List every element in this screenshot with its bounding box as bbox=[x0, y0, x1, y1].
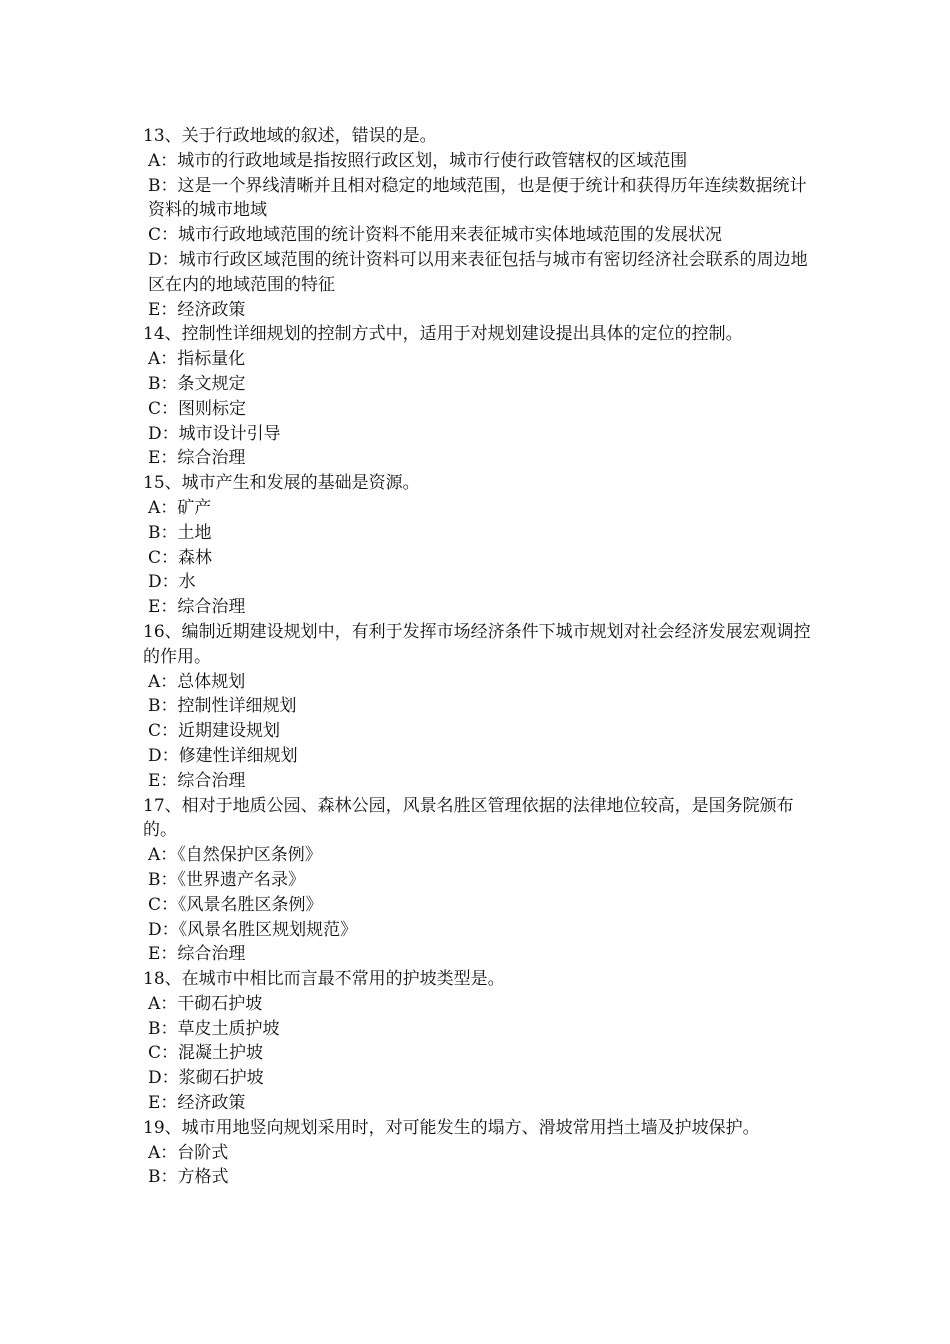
option-d: D：城市设计引导 bbox=[148, 423, 281, 444]
option-c: C：混凝土护坡 bbox=[148, 1043, 264, 1064]
option-d: D：《风景名胜区规划规范》 bbox=[148, 919, 358, 940]
option-b: B：控制性详细规划 bbox=[148, 696, 297, 717]
question-text: 13、关于行政地域的叙述，错误的是。 bbox=[143, 126, 437, 146]
option-b: B：方格式 bbox=[148, 1167, 229, 1188]
question-17 bbox=[143, 794, 813, 968]
option-a: A：《自然保护区条例》 bbox=[148, 845, 322, 866]
option-c: C：《风景名胜区条例》 bbox=[148, 894, 323, 915]
option-b: B：条文规定 bbox=[148, 373, 246, 394]
option-b: B：《世界遗产名录》 bbox=[148, 869, 305, 890]
question-text: 15、城市产生和发展的基础是资源。 bbox=[143, 473, 420, 494]
option-c: C：城市行政地域范围的统计资料不能用来表征城市实体地域范围的发展状况 bbox=[148, 225, 723, 246]
option-e: E：综合治理 bbox=[148, 597, 246, 618]
option-e: E：综合治理 bbox=[148, 448, 246, 469]
option-d: D：城市行政区域范围的统计资料可以用来表征包括与城市有密切经济社会联系的周边地区在内的地域范围的特征 bbox=[148, 249, 808, 295]
option-c: C：近期建设规划 bbox=[148, 721, 281, 742]
option-d: D：修建性详细规划 bbox=[148, 745, 298, 766]
option-b: B：土地 bbox=[148, 522, 212, 543]
question-16 bbox=[143, 620, 813, 794]
option-a: A：城市的行政地域是指按照行政区划，城市行使行政管辖权的区域范围 bbox=[148, 150, 688, 171]
question-15 bbox=[143, 471, 813, 620]
question-19 bbox=[143, 1116, 813, 1190]
question-text: 14、控制性详细规划的控制方式中，适用于对规划建设提出具体的定位的控制。 bbox=[143, 324, 743, 345]
option-a: A：矿产 bbox=[148, 497, 212, 518]
option-d: D：浆砌石护坡 bbox=[148, 1068, 264, 1089]
document-page bbox=[143, 124, 813, 1190]
option-c: C：森林 bbox=[148, 547, 213, 568]
option-b: B：草皮土质护坡 bbox=[148, 1018, 280, 1039]
question-text: 19、城市用地竖向规划采用时，对可能发生的塌方、滑坡常用挡土墙及护坡保护。 bbox=[143, 1117, 760, 1138]
question-text: 18、在城市中相比而言最不常用的护坡类型是。 bbox=[143, 969, 505, 990]
option-a: A：干砌石护坡 bbox=[148, 993, 263, 1014]
question-18 bbox=[143, 967, 813, 1116]
option-d: D：水 bbox=[148, 572, 196, 593]
question-14 bbox=[143, 322, 813, 471]
question-13 bbox=[143, 124, 813, 322]
option-e: E：经济政策 bbox=[148, 299, 246, 320]
option-c: C：图则标定 bbox=[148, 398, 247, 419]
option-a: A：总体规划 bbox=[148, 671, 246, 692]
option-e: E：综合治理 bbox=[148, 944, 246, 965]
option-a: A：指标量化 bbox=[148, 349, 246, 370]
question-text: 17、相对于地质公园、森林公园，风景名胜区管理依据的法律地位较高，是国务院颁布的。 bbox=[143, 795, 794, 841]
option-e: E：综合治理 bbox=[148, 770, 246, 791]
option-e: E：经济政策 bbox=[148, 1093, 246, 1114]
option-a: A：台阶式 bbox=[148, 1142, 229, 1163]
question-text: 16、编制近期建设规划中，有利于发挥市场经济条件下城市规划对社会经济发展宏观调控的作用。 bbox=[143, 621, 811, 667]
option-b: B：这是一个界线清晰并且相对稳定的地域范围，也是便于统计和获得历年连续数据统计资料的城市地域 bbox=[148, 175, 807, 221]
